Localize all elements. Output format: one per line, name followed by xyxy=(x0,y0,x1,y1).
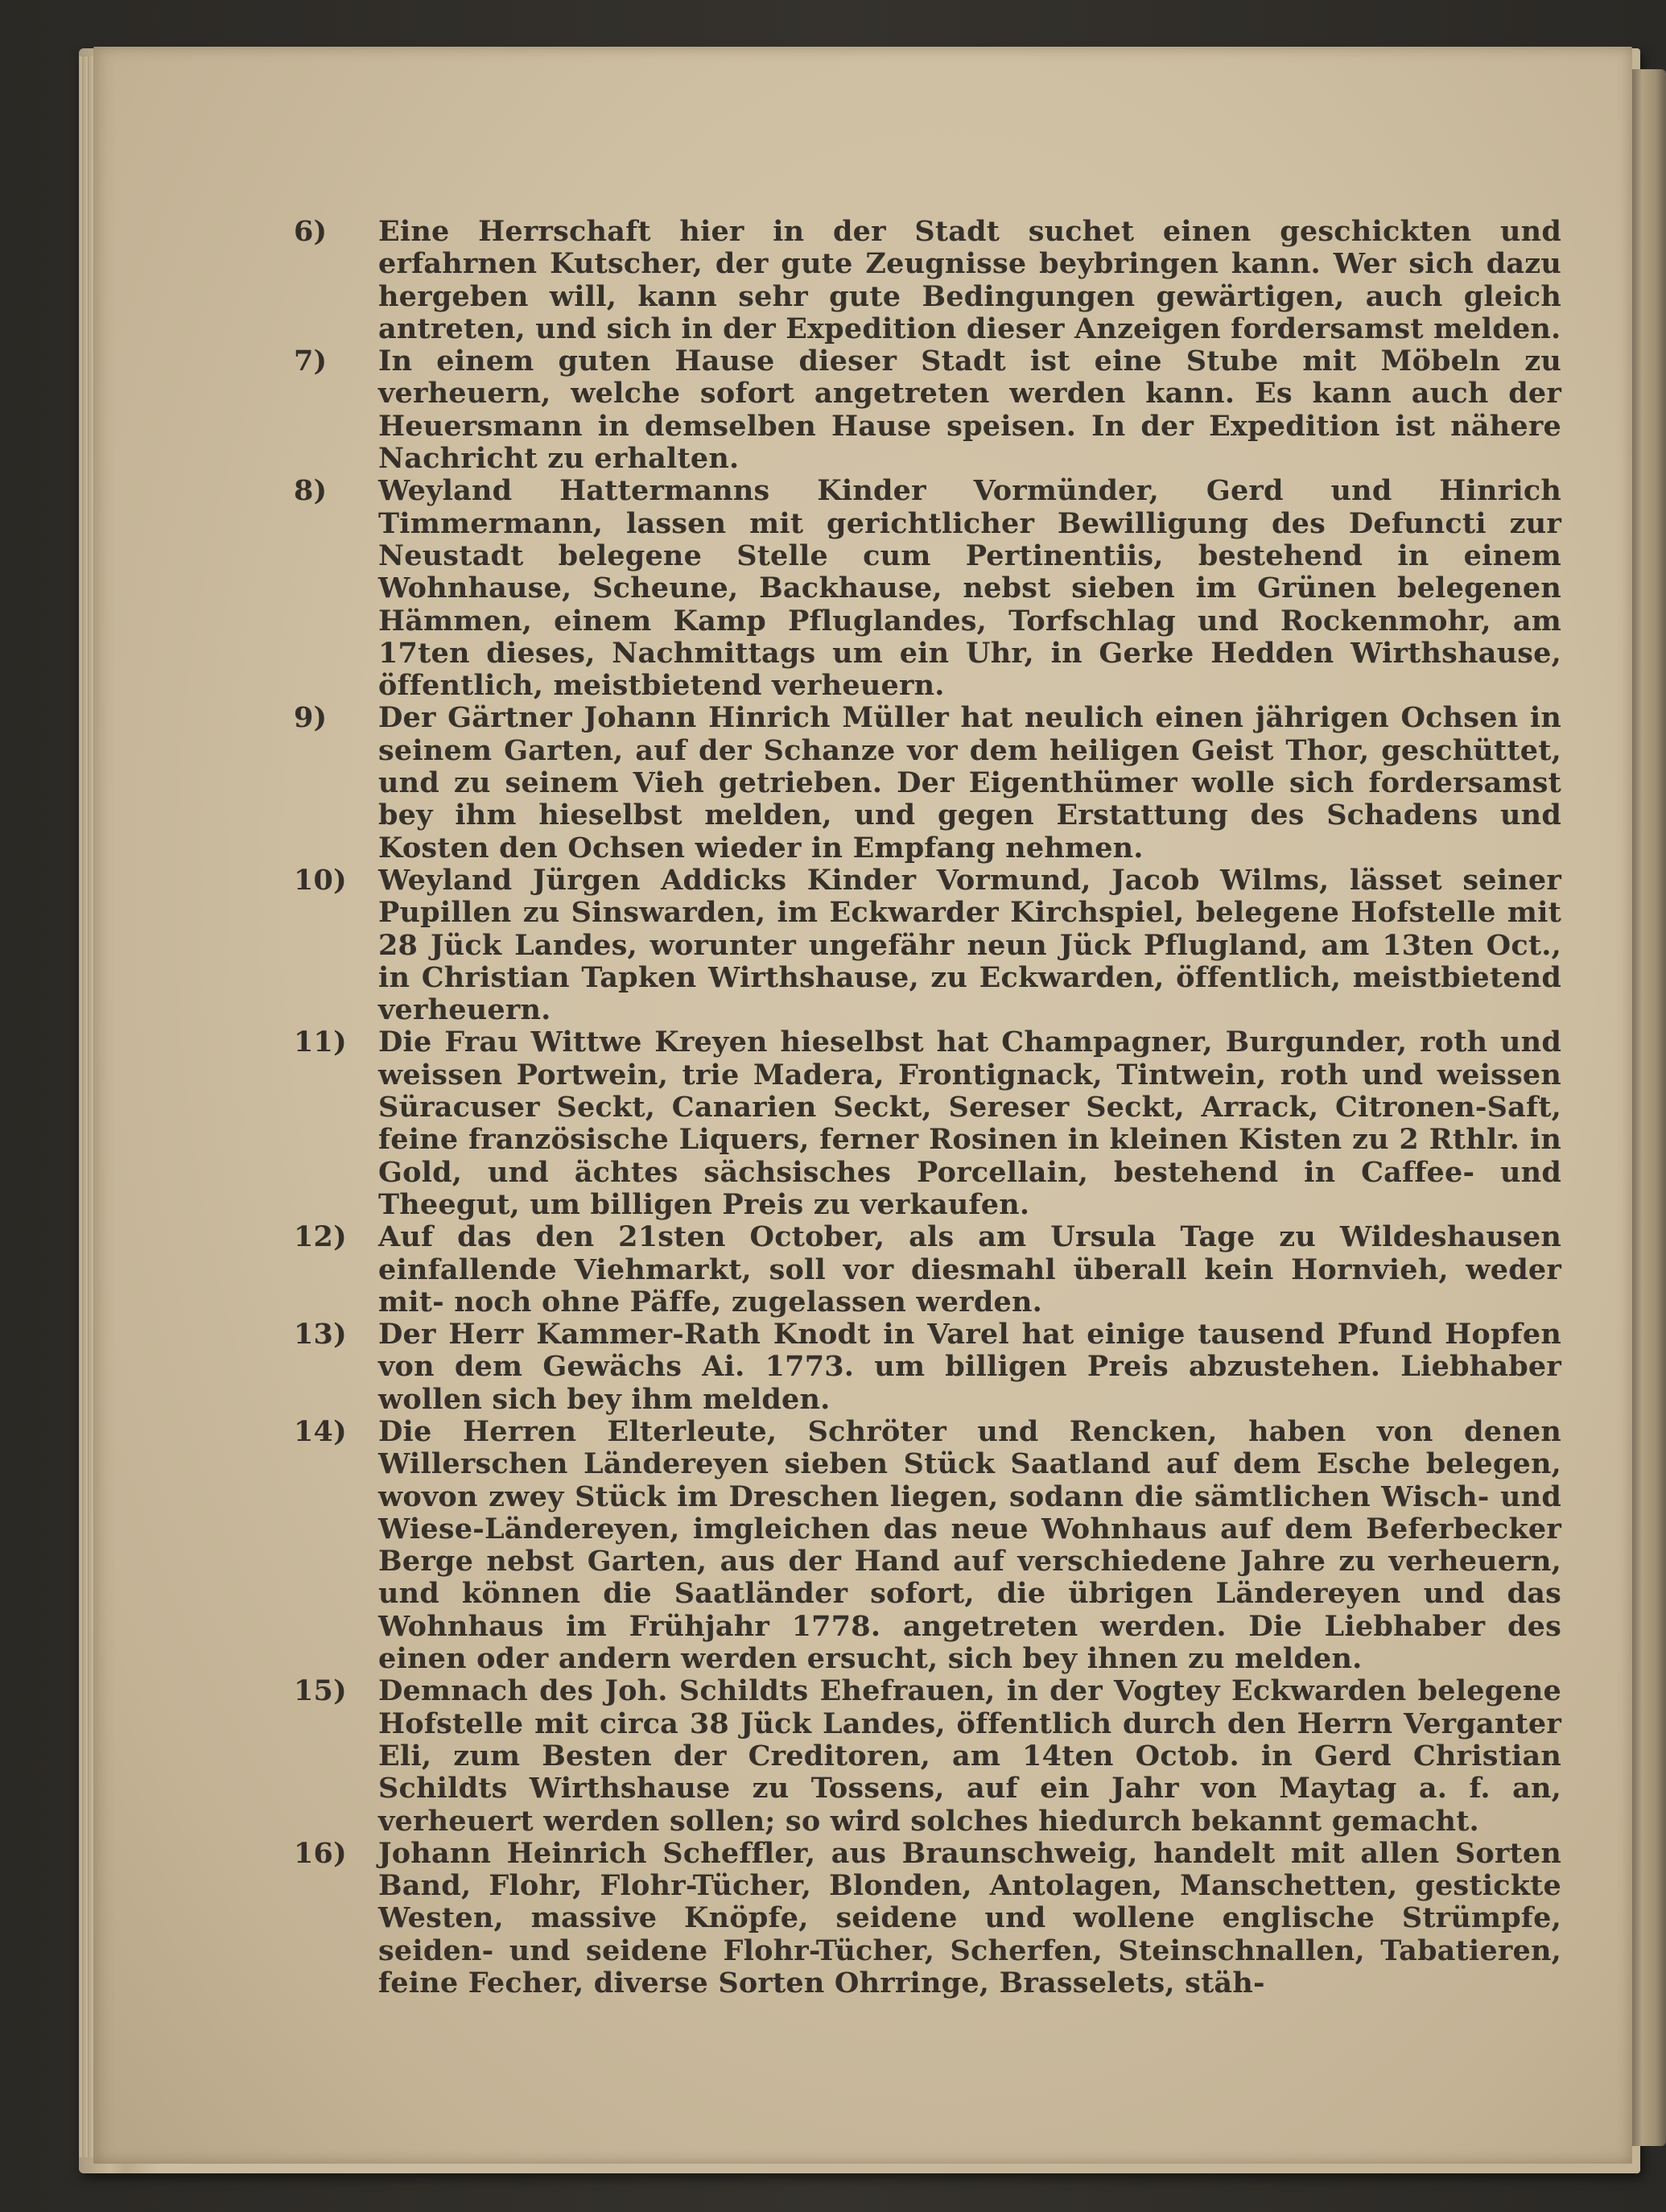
entry-text: Weyland Jürgen Addicks Kinder Vormund, Jacob Wilms, lässet seiner Pupillen zu Sinswarden, im Eckwarder Kirchspiel, belegene Hofstelle mit 28 Jück Landes, worunter ungefähr neun Jück Pflugland, am 13ten Oct., in Christian Tapken Wirthshause, zu Eckwarden, öffentlich, meistbietend verheuern. xyxy=(378,863,1561,1027)
entry-text: Demnach des Joh. Schildts Ehefrauen, in der Vogtey Eckwarden belegene Hofstelle mit circa 38 Jück Landes, öffentlich durch den Herrn Verganter Eli, zum Besten der Creditoren, am 14ten Octob. in Gerd Christian Schildts Wirthshause zu Tossens, auf ein Jahr von Maytag a. f. an, verheuert werden sollen; so wird solches hiedurch bekannt gemacht. xyxy=(378,1674,1561,1838)
entry-text: Eine Herrschaft hier in der Stadt suchet einen geschickten und erfahrnen Kutscher, der gute Zeugnisse beybringen kann. Wer sich dazu hergeben will, kann sehr gute Bedingungen gewärtigen, auch gleich antreten, und sich in der Expedition dieser Anzeigen fordersamst melden. xyxy=(378,215,1561,345)
entry-12 xyxy=(294,1220,1561,1319)
entry-9 xyxy=(294,701,1561,865)
page-text xyxy=(294,215,1561,2000)
entry-text: Der Herr Kammer-Rath Knodt in Varel hat einige tausend Pfund Hopfen von dem Gewächs Ai. 1773. um billigen Preis abzustehen. Liebhaber wollen sich bey ihm melden. xyxy=(378,1318,1561,1416)
entry-14 xyxy=(294,1414,1561,1676)
entry-number: 16) xyxy=(294,1836,347,1870)
entry-number: 9) xyxy=(294,701,328,735)
entry-number: 13) xyxy=(294,1318,347,1352)
entry-number: 12) xyxy=(294,1220,347,1254)
facing-page-edge xyxy=(1632,69,1666,2146)
entry-number: 7) xyxy=(294,345,328,378)
entry-16 xyxy=(294,1836,1561,2000)
entry-number: 11) xyxy=(294,1026,347,1059)
entry-11 xyxy=(294,1026,1561,1221)
entry-15 xyxy=(294,1674,1561,1838)
entry-number: 15) xyxy=(294,1674,347,1708)
entry-number: 10) xyxy=(294,863,347,897)
entry-number: 8) xyxy=(294,474,328,508)
entry-text: Die Herren Elterleute, Schröter und Rencken, haben von denen Willerschen Ländereyen sieben Stück Saatland auf dem Esche belegen, wovon zwey Stück im Dreschen liegen, sodann die sämtlichen Wisch- und Wiese-Ländereyen, imgleichen das neue Wohnhaus auf dem Beferbecker Berge nebst Garten, aus der Hand auf verschiedene Jahre zu verheuern, und können die Saatländer sofort, die übrigen Ländereyen und das Wohnhaus im Frühjahr 1778. angetreten werden. Die Liebhaber des einen oder andern werden ersucht, sich bey ihnen zu melden. xyxy=(378,1414,1561,1676)
entry-text: Die Frau Wittwe Kreyen hieselbst hat Champagner, Burgunder, roth und weissen Portwein, trie Madera, Frontignack, Tintwein, roth und weissen Süracuser Seckt, Canarien Seckt, Sereser Seckt, Arrack, Citronen-Saft, feine französische Liquers, ferner Rosinen in kleinen Kisten zu 2 Rthlr. in Gold, und ächtes sächsisches Porcellain, bestehend in Caffee- und Theegut, um billigen Preis zu verkaufen. xyxy=(378,1026,1561,1221)
entry-text: Auf das den 21sten October, als am Ursula Tage zu Wildeshausen einfallende Viehmarkt, soll vor diesmahl überall kein Hornvieh, weder mit- noch ohne Päffe, zugelassen werden. xyxy=(378,1220,1561,1319)
entry-text: Johann Heinrich Scheffler, aus Braunschweig, handelt mit allen Sorten Band, Flohr, Flohr-Tücher, Blonden, Antolagen, Manschetten, gestickte Westen, massive Knöpfe, seidene und wollene englische Strümpfe, seiden- und seidene Flohr-Tücher, Scherfen, Steinschnallen, Tabatieren, feine Fecher, diverse Sorten Ohrringe, Brasselets, stäh- xyxy=(378,1836,1561,2000)
entry-7 xyxy=(294,345,1561,476)
entry-number: 6) xyxy=(294,215,328,248)
entry-text: Weyland Hattermanns Kinder Vormünder, Gerd und Hinrich Timmermann, lassen mit gerichtlicher Bewilligung des Defuncti zur Neustadt belegene Stelle cum Pertinentiis, bestehend in einem Wohnhause, Scheune, Backhause, nebst sieben im Grünen belegenen Hämmen, einem Kamp Pfluglandes, Torfschlag und Rockenmohr, am 17ten dieses, Nachmittags um ein Uhr, in Gerke Hedden Wirthshause, öffentlich, meistbietend verheuern. xyxy=(378,474,1561,703)
entry-10 xyxy=(294,863,1561,1027)
entry-number: 14) xyxy=(294,1414,347,1448)
entry-text: In einem guten Hause dieser Stadt ist eine Stube mit Möbeln zu verheuern, welche sofort angetreten werden kann. Es kann auch der Heuersmann in demselben Hause speisen. In der Expedition ist nähere Nachricht zu erhalten. xyxy=(378,345,1561,476)
entry-text: Der Gärtner Johann Hinrich Müller hat neulich einen jährigen Ochsen in seinem Garten, auf der Schanze vor dem heiligen Geist Thor, geschüttet, und zu seinem Vieh getrieben. Der Eigenthümer wolle sich fordersamst bey ihm hieselbst melden, und gegen Erstattung des Schadens und Kosten den Ochsen wieder in Empfang nehmen. xyxy=(378,701,1561,865)
entry-13 xyxy=(294,1318,1561,1416)
entry-8 xyxy=(294,474,1561,703)
entry-6 xyxy=(294,215,1561,345)
